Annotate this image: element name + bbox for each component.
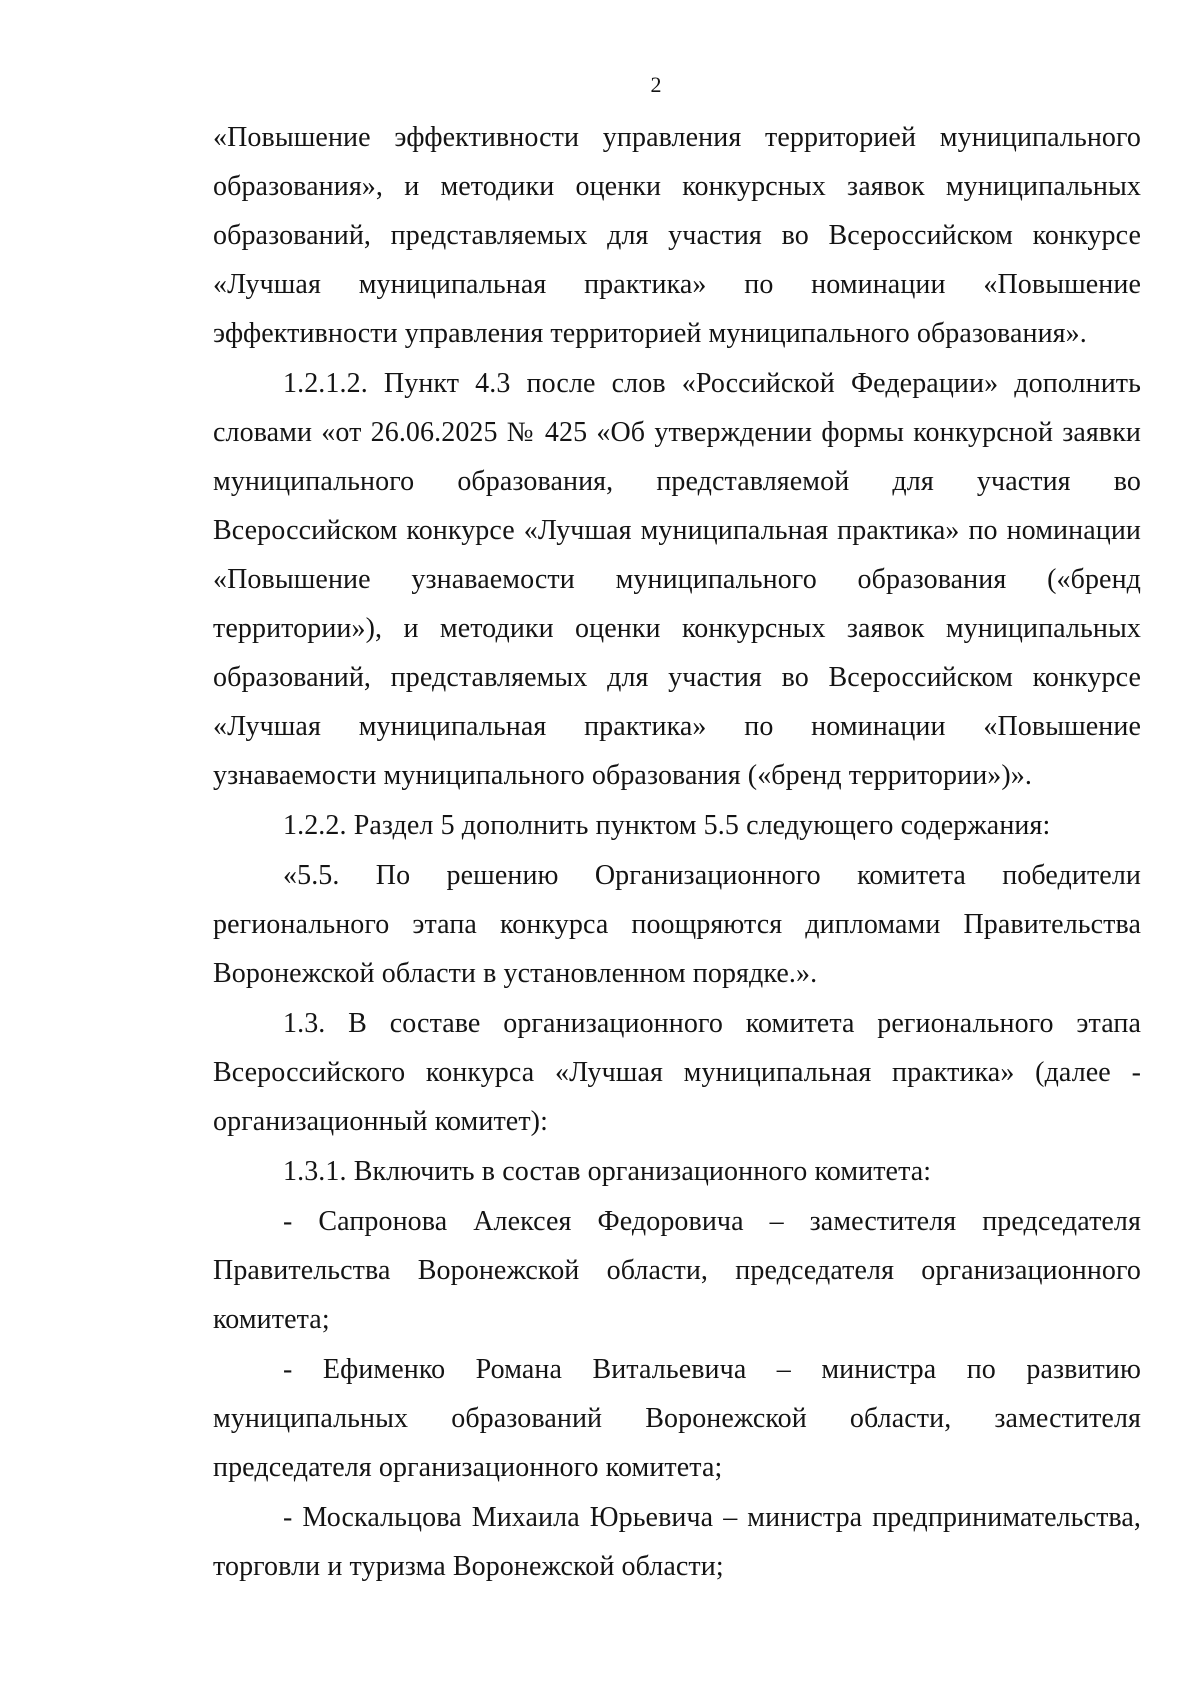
paragraph-continuation: «Повышение эффективности управления территорией муниципального образования», и методики оценки конкурсных заявок муниципальных образований, представляемых для участия во Всероссийском конкурсе «Лучшая муниципальная практика» по номинации «Повышение эффективности управления территорией муниципального образования». (213, 122, 1141, 349)
document-body (213, 113, 1141, 1591)
page-number: 2 (650, 72, 662, 97)
paragraph-item-5-5: «5.5. По решению Организационного комитета победители регионального этапа конкурса поощряются дипломами Правительства Воронежской области в установленном порядке.». (213, 860, 1141, 989)
list-item-member-efimenko: - Ефименко Романа Витальевича – министра по развитию муниципальных образований Воронежской области, заместителя председателя организационного комитета; (213, 1354, 1141, 1483)
list-item-member-moskaltsov: - Москальцова Михаила Юрьевича – министра предпринимательства, торговли и туризма Воронежской области; (213, 1502, 1141, 1582)
paragraph-item-1-2-2: 1.2.2. Раздел 5 дополнить пунктом 5.5 следующего содержания: (283, 810, 1051, 841)
paragraph-item-1-3-1: 1.3.1. Включить в состав организационного комитета: (283, 1156, 932, 1187)
paragraph-item-1-3: 1.3. В составе организационного комитета регионального этапа Всероссийского конкурса «Лучшая муниципальная практика» (далее - организационный комитет): (213, 1008, 1141, 1137)
paragraph-item-1-2-1-2: 1.2.1.2. Пункт 4.3 после слов «Российской Федерации» дополнить словами «от 26.06.2025 № 425 «Об утверждении формы конкурсной заявки муниципального образования, представляемой для участия во Всероссийском конкурсе «Лучшая муниципальная практика» по номинации «Повышение узнаваемости муниципального образования («бренд территории»), и методики оценки конкурсных заявок муниципальных образований, представляемых для участия во Всероссийском конкурсе «Лучшая муниципальная практика» по номинации «Повышение узнаваемости муниципального образования («бренд территории»)». (213, 368, 1141, 791)
list-item-member-sapronov: - Сапронова Алексея Федоровича – заместителя председателя Правительства Воронежской области, председателя организационного комитета; (213, 1206, 1141, 1335)
